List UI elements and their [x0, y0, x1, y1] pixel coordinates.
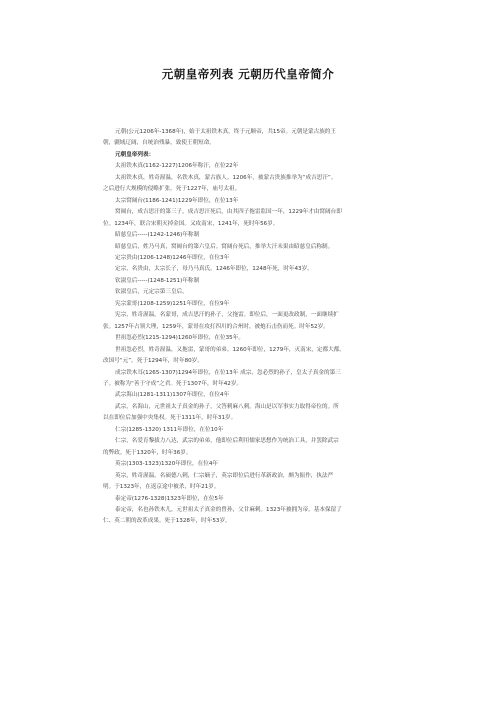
document-body — [103, 127, 421, 528]
text-line: 定宗，名贵由，太宗长子，母乃马真氏。1246年即位，1248年死，时年43岁。 — [115, 266, 313, 273]
text-line: 武宗海山(1281-1311)1307年即位，在位4年 — [115, 392, 230, 399]
document-title: 元朝皇帝列表 元朝历代皇帝简介 — [161, 67, 335, 81]
text-line: 泰定帝，名也孙铁木儿，元世祖太子真金的曾孙，父甘麻剌。1323年被拥为帝。基本保留了 — [115, 506, 342, 513]
text-line: 世祖忽必烈，姓奇渥温，又拖雷，蒙哥的弟弟。1260年即位，1279年，灭南宋，定都大都。 — [115, 346, 345, 353]
text-line: 世祖忽必烈(1215-1294)1260年即位，在位35年。 — [115, 335, 244, 342]
text-line: 朝，疆域辽阔，自统治残暴，致使王朝短命。 — [103, 140, 215, 147]
text-line: 窝阔台，成吉思汗的第三子，成吉思汗死后，由其四子拖雷监国一年，1229年才由窝阔台即 — [115, 209, 342, 216]
text-line: 明。于1323年，在返京途中被杀，时年21岁。 — [103, 484, 220, 491]
text-line: 太祖铁木真，姓奇渥温，名铁木真，蒙古族人。1206年，被蒙古贵族推举为“成吉思汗”。 — [115, 174, 337, 181]
text-line: 英宗，姓奇渥温，名硕德八剌，仁宗嫡子，英宗即位后进行革新政治，颇为振作，执法严 — [115, 472, 334, 479]
text-line: 以在即位后加强中央集权。死于1311年，时年31岁。 — [103, 415, 237, 422]
text-line: 昭慈皇后，姓乃马真，窝阔台的第六皇后。窝阔台死后，推举大汗未果由昭慈皇后称制。 — [115, 243, 334, 250]
text-line: 仁、英二朝的改革成果。死于1328年，时年53岁。 — [103, 518, 231, 525]
text-line: 泰定帝(1276-1328)1323年即位，在位5年 — [115, 495, 224, 502]
text-line: 钦淑皇后，元定宗第三皇后。 — [115, 289, 188, 296]
text-line: 仁宗(1285-1320) 1311年即位，在位10年 — [115, 426, 224, 433]
text-line: 子。被称为“善于守成”之君。死于1307年，时年42岁。 — [103, 380, 243, 387]
text-line: 位。1234年，联合宋朝灭掉金国。又攻南宋，1241年，死时年56岁。 — [103, 220, 279, 227]
text-line: 钦淑皇后-----(1248-1251)年称制 — [115, 277, 200, 284]
text-line: 太宗窝阔台(1186-1241)1229年即位，在位13年 — [115, 197, 239, 204]
text-line: 宪宗蒙哥(1208-1259)1251年即位，在位9年 — [115, 300, 230, 307]
text-line: 的弊政。死于1320年，时年36岁。 — [103, 449, 192, 456]
text-line: 成宗铁木耳(1265-1307)1294年即位，在位13年 成宗，忽必烈的孙子，皇太子真金的第三 — [115, 369, 341, 376]
text-line: 仁宗，名爱育黎拔力八达，武宗的弟弟，他即位后利用儒家思想作为统治工具，并罢除武宗 — [115, 438, 339, 445]
text-line: 之后进行大规模的侵略扩张。死于1227年，庙号太祖。 — [103, 186, 241, 193]
text-line: 英宗(1303-1323)1320年即位，在位4年 — [115, 461, 218, 468]
text-line: 张。1257年占领大理，1259年，蒙哥在攻打四川的合州时，被炮石击伤而死。时年52岁。 — [103, 323, 329, 330]
text-line: 元朝皇帝列表： — [115, 151, 155, 158]
text-line: 昭慈皇后-----(1242-1246)年称制 — [115, 232, 200, 239]
text-line: 太祖铁木真(1162-1227)1206年称汗，在位22年 — [115, 163, 239, 170]
text-line: 武宗，名海山，元世祖太子真金的孙子，父答剌麻八剌。海山是以军事实力取得帝位的。所 — [115, 403, 339, 410]
text-line: 元朝(公元1206年-1368年)，始于太祖铁木真，终于元顺帝，共15帝。元朝是蒙古族的王 — [115, 129, 336, 135]
text-line: 改国号“元”。死于1294年，时年80岁。 — [103, 358, 203, 365]
text-line: 宪宗，姓奇渥温，名蒙哥，成吉思汗的孙子，父拖雷。即位后，一面更改政制，一面继续扩 — [115, 312, 339, 319]
text-line: 定宗贵由(1206-1248)1246年即位，在位3年 — [115, 254, 230, 261]
